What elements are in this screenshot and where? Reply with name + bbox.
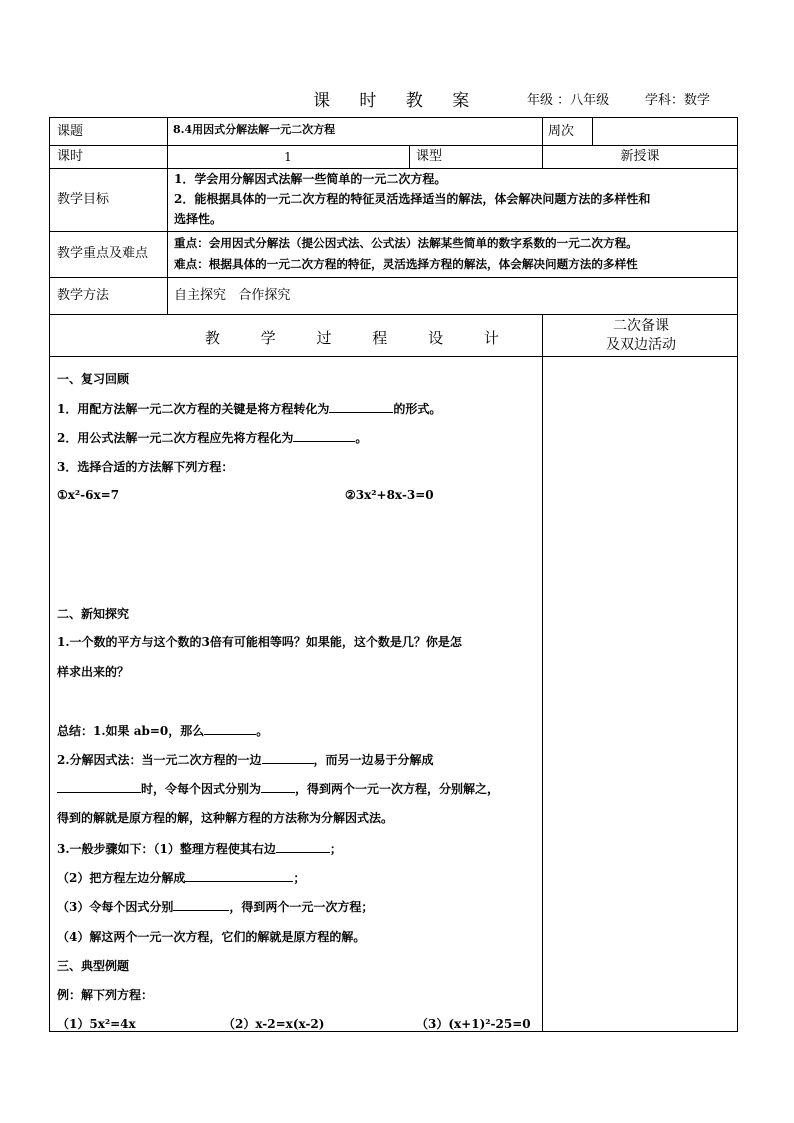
type-label: 课型: [416, 149, 443, 164]
col-divider: [542, 314, 543, 1032]
factor-def-text-1: 2.分解因式法：当一元二次方程的一边: [57, 753, 262, 767]
page-title: 课 时 教 案: [313, 91, 482, 111]
factor-def-text-3: 时，令每个因式分别为: [141, 782, 262, 796]
process-heading: 教 学 过 程 设 计: [205, 329, 517, 347]
method-value: 自主探究 合作探究: [174, 288, 291, 303]
summary-tail: 。: [256, 724, 269, 738]
answer-blank: [204, 722, 256, 735]
steps-line-4: （4）解这两个一元一次方程，它们的解就是原方程的解。: [57, 930, 366, 944]
row-divider: [49, 145, 738, 146]
steps-line-3: [57, 898, 373, 915]
review-q1-tail: 的形式。: [393, 402, 442, 416]
steps-text-3: （3）令每个因式分别: [57, 900, 174, 914]
answer-blank: [173, 898, 229, 911]
answer-blank: [329, 400, 393, 413]
review-q1-text: 1．用配方法解一元二次方程的关键是将方程转化为: [57, 402, 330, 416]
grade-label: 年级 ：八年级: [527, 93, 610, 108]
subject-label: 学科：数学: [645, 93, 711, 108]
review-q2: [57, 429, 367, 446]
steps-tail-3: ，得到两个一元一次方程；: [229, 900, 374, 914]
answer-blank: [57, 780, 141, 793]
factor-def-text-4: ，得到两个一元一次方程，分别解之，: [295, 782, 500, 796]
section-explore-title: 二、新知探究: [57, 607, 130, 621]
goal-label: 教学目标: [57, 192, 110, 207]
answer-blank: [261, 780, 295, 793]
difficulty: 难点：根据具体的一元二次方程的特征，灵活选择方程的解法，体会解决问题方法的多样性: [174, 257, 638, 271]
factor-def-2: [57, 780, 499, 797]
review-q3: 3．选择合适的方法解下列方程：: [57, 460, 234, 474]
goal-1: 1．学会用分解因式法解一些简单的一元二次方程。: [174, 172, 447, 186]
steps-tail-2: ；: [293, 871, 306, 885]
answer-blank: [262, 751, 314, 764]
type-value: 新授课: [620, 149, 660, 164]
summary-line: [57, 722, 268, 739]
goal-2-cont: 选择性。: [174, 212, 223, 226]
review-q2-text: 2．用公式法解一元二次方程应先将方程化为: [57, 431, 294, 445]
topic-label: 课题: [57, 124, 84, 139]
review-q2-tail: 。: [355, 431, 368, 445]
steps-line-1: [57, 840, 342, 857]
factor-def-text-2: ，而另一边易于分解成: [313, 753, 434, 767]
answer-blank: [276, 840, 330, 853]
explore-q1-cont: 样求出来的？: [57, 665, 130, 679]
answer-blank: [293, 429, 355, 442]
example-1: （1）5x²=4x: [57, 1017, 136, 1031]
review-q1: [57, 400, 441, 417]
row-divider: [49, 314, 738, 315]
week-label: 周次: [548, 124, 575, 139]
side-heading-2: 及双边活动: [606, 337, 676, 353]
topic-value: 8.4用因式分解法解一元二次方程: [173, 123, 336, 136]
side-heading-1: 二次备课: [613, 318, 669, 334]
page-header: [0, 86, 794, 112]
period-value: 1: [284, 150, 292, 164]
col-divider: [592, 117, 593, 145]
factor-def-1: [57, 751, 434, 768]
equation-1: ①x²-6x=7: [57, 488, 120, 502]
col-divider: [167, 117, 168, 314]
section-examples-title: 三、典型例题: [57, 959, 130, 973]
section-review-title: 一、复习回顾: [57, 372, 130, 386]
steps-text-1: 3.一般步骤如下：（1）整理方程使其右边: [57, 842, 276, 856]
period-label: 课时: [57, 149, 84, 164]
example-2: （2）x-2=x(x-2): [223, 1017, 325, 1031]
method-label: 教学方法: [57, 288, 110, 303]
key-point: 重点：会用因式分解法（提公因式法、公式法）法解某些简单的数字系数的一元二次方程。: [174, 236, 638, 250]
equation-2: ②3x²+8x-3=0: [345, 488, 434, 502]
examples-intro: 例：解下列方程：: [57, 988, 154, 1002]
steps-text-2: （2）把方程左边分解成: [57, 871, 186, 885]
goal-2: 2．能根据具体的一元二次方程的特征灵活选择适当的解法，体会解决问题方法的多样性和: [174, 192, 651, 206]
key-label: 教学重点及难点: [57, 246, 149, 261]
answer-blank: [185, 869, 293, 882]
steps-line-2: [57, 869, 305, 886]
row-divider: [49, 231, 738, 232]
factor-def-3: 得到的解就是原方程的解，这种解方程的方法称为分解因式法。: [57, 811, 394, 825]
row-divider: [49, 277, 738, 278]
summary-text: 总结：1.如果 ab=0，那么: [57, 724, 205, 738]
col-divider: [409, 145, 410, 168]
explore-q1: 1.一个数的平方与这个数的3倍有可能相等吗？如果能，这个数是几？你是怎: [57, 635, 462, 649]
row-divider: [49, 356, 738, 357]
example-3: （3）(x+1)²-25=0: [416, 1017, 531, 1031]
steps-tail-1: ；: [329, 842, 342, 856]
